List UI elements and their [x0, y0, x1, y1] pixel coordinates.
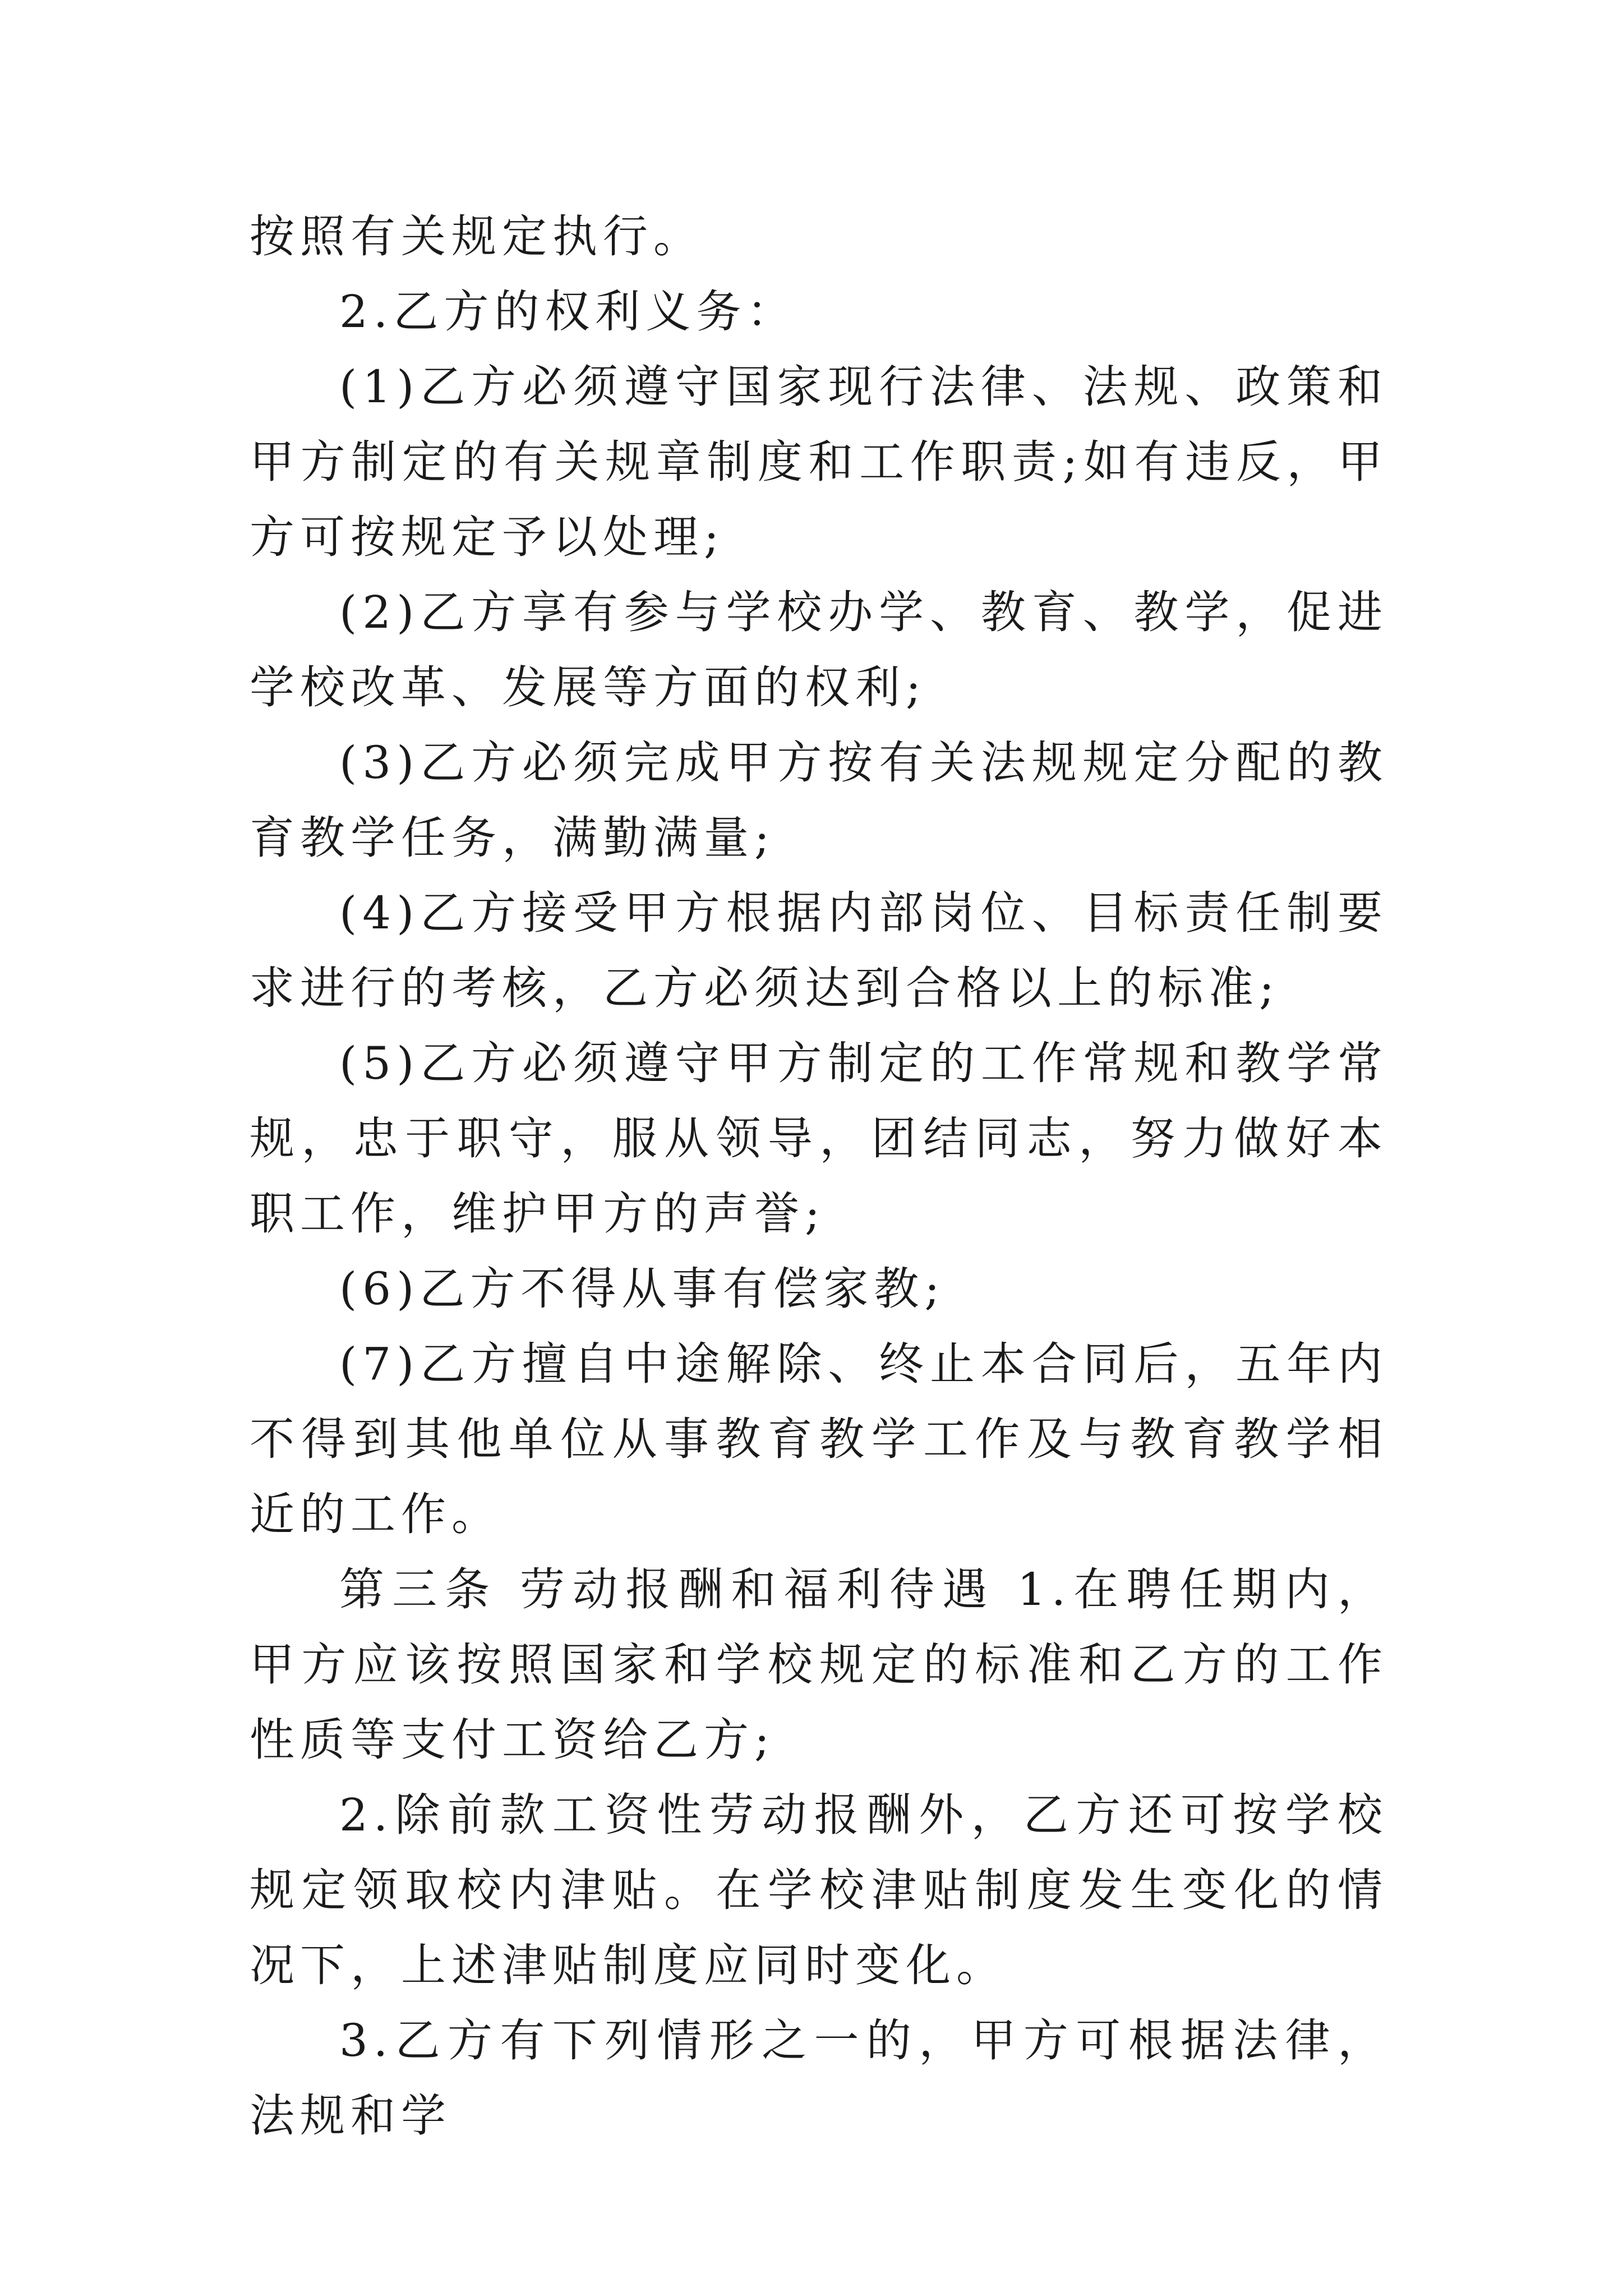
paragraph: (7)乙方擅自中途解除、终止本合同后，五年内不得到其他单位从事教育教学工作及与教育教学相近的工作。 [250, 1338, 1388, 1540]
paragraph: (6)乙方不得从事有偿家教; [339, 1263, 946, 1315]
paragraph: 第三条 劳动报酬和福利待遇 1.在聘任期内，甲方应该按照国家和学校规定的标准和乙方的工作性质等支付工资给乙方; [250, 1563, 1388, 1766]
paragraph: 按照有关规定执行。 [250, 210, 704, 263]
document-body [250, 199, 1388, 2154]
paragraph: (2)乙方享有参与学校办学、教育、教学，促进学校改革、发展等方面的权利; [250, 586, 1388, 714]
paragraph: (4)乙方接受甲方根据内部岗位、目标责任制要求进行的考核，乙方必须达到合格以上的标准; [250, 887, 1388, 1014]
paragraph: (3)乙方必须完成甲方按有关法规规定分配的教育教学任务，满勤满量; [250, 737, 1388, 864]
paragraph: 2.乙方的权利义务： [339, 286, 797, 338]
paragraph: 3.乙方有下列情形之一的，甲方可根据法律，法规和学 [250, 2014, 1388, 2142]
paragraph: (1)乙方必须遵守国家现行法律、法规、政策和甲方制定的有关规章制度和工作职责;如有违反，甲方可按规定予以处理; [250, 361, 1388, 563]
paragraph: (5)乙方必须遵守甲方制定的工作常规和教学常规，忠于职守，服从领导，团结同志，努力做好本职工作，维护甲方的声誉; [250, 1037, 1388, 1240]
paragraph: 2.除前款工资性劳动报酬外，乙方还可按学校规定领取校内津贴。在学校津贴制度发生变化的情况下，上述津贴制度应同时变化。 [250, 1789, 1388, 1991]
